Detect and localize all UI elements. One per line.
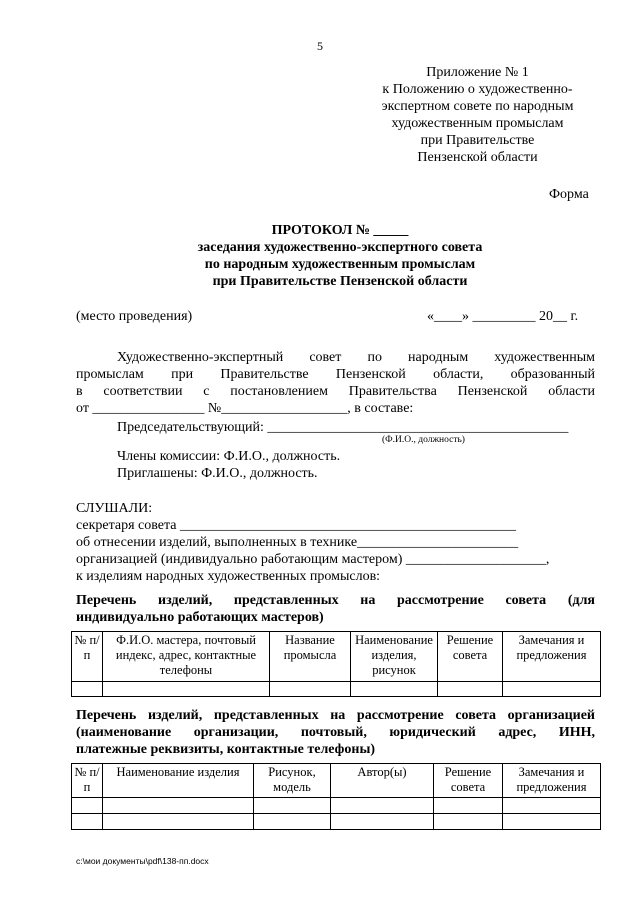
table-row [72,798,601,814]
header-cell: № п/п [72,764,103,798]
body-line-4: от ________________ №__________________, в составе: [76,401,414,416]
page-number: 5 [317,39,323,53]
header-cell: Замечания и предложения [503,764,601,798]
chair-line: Председательствующий: ___________________________________________ [117,420,569,435]
appendix-line: художественным промыслам [391,116,564,131]
header-cell: Замечания и предложения [503,632,601,682]
appendix-line: к Положению о художественно- [382,82,573,97]
table-row [72,682,601,697]
form-label: Форма [549,187,589,202]
header-cell: Рисунок, модель [254,764,331,798]
heard-line-1: секретаря совета ________________________________________________ [76,518,517,533]
organization-table [71,763,601,830]
table-row [72,814,601,830]
title-line: заседания художественно-экспертного совета [197,240,483,255]
header-cell: Наименование изделия, рисунок [351,632,438,682]
place-label: (место проведения) [76,309,193,324]
table-header-row [72,632,601,682]
appendix-block [360,64,595,166]
heard-line-2: об отнесении изделий, выполненных в технике_______________________ [76,535,519,550]
header-cell: Название промысла [270,632,351,682]
header-cell: Решение совета [438,632,503,682]
members-line: Члены комиссии: Ф.И.О., должность. [117,449,341,464]
invited-line: Приглашены: Ф.И.О., должность. [117,466,318,481]
appendix-line: Пензенской области [417,150,538,165]
header-cell: Автор(ы) [331,764,434,798]
list1-title-1: Перечень изделий, представленных на рассмотрение совета (для [76,593,595,608]
heard-label: СЛУШАЛИ: [76,501,153,516]
heard-line-4: к изделиям народных художественных промыслов: [76,569,381,584]
footer-path: c:\мои документы\pdf\138-пп.docx [76,856,209,866]
date-line: «____» _________ 20__ г. [427,309,579,324]
appendix-line: экспертном совете по народным [381,99,574,114]
table-header-row [72,764,601,798]
heard-line-3: организацией (индивидуально работающим мастером) ____________________, [76,552,550,567]
title-line: при Правительстве Пензенской области [212,274,468,289]
appendix-line: при Правительстве [420,133,535,148]
header-cell: Решение совета [434,764,503,798]
title-line: ПРОТОКОЛ № _____ [271,223,409,238]
header-cell: № п/п [72,632,103,682]
title-line: по народным художественным промыслам [204,257,476,272]
body-line-2: промыслам при Правительстве Пензенской области, образованный [76,367,595,382]
list2-title-2: (наименование организации, почтовый, юридический адрес, ИНН, [76,725,595,740]
masters-table [71,631,601,697]
header-cell: Наименование изделия [103,764,254,798]
appendix-line: Приложение № 1 [426,65,529,80]
body-line-1: Художественно-экспертный совет по народным художественным [117,350,595,365]
body-line-3: в соответствии с постановлением Правительства Пензенской области [76,384,595,399]
header-cell: Ф.И.О. мастера, почтовый индекс, адрес, контактные телефоны [103,632,270,682]
protocol-title [60,222,620,290]
chair-hint: (Ф.И.О., должность) [382,435,465,445]
list2-title-3: платежные реквизиты, контактные телефоны) [76,742,376,757]
list1-title-2: индивидуально работающих мастеров) [76,610,324,625]
list2-title-1: Перечень изделий, представленных на рассмотрение совета организацией [76,708,595,723]
